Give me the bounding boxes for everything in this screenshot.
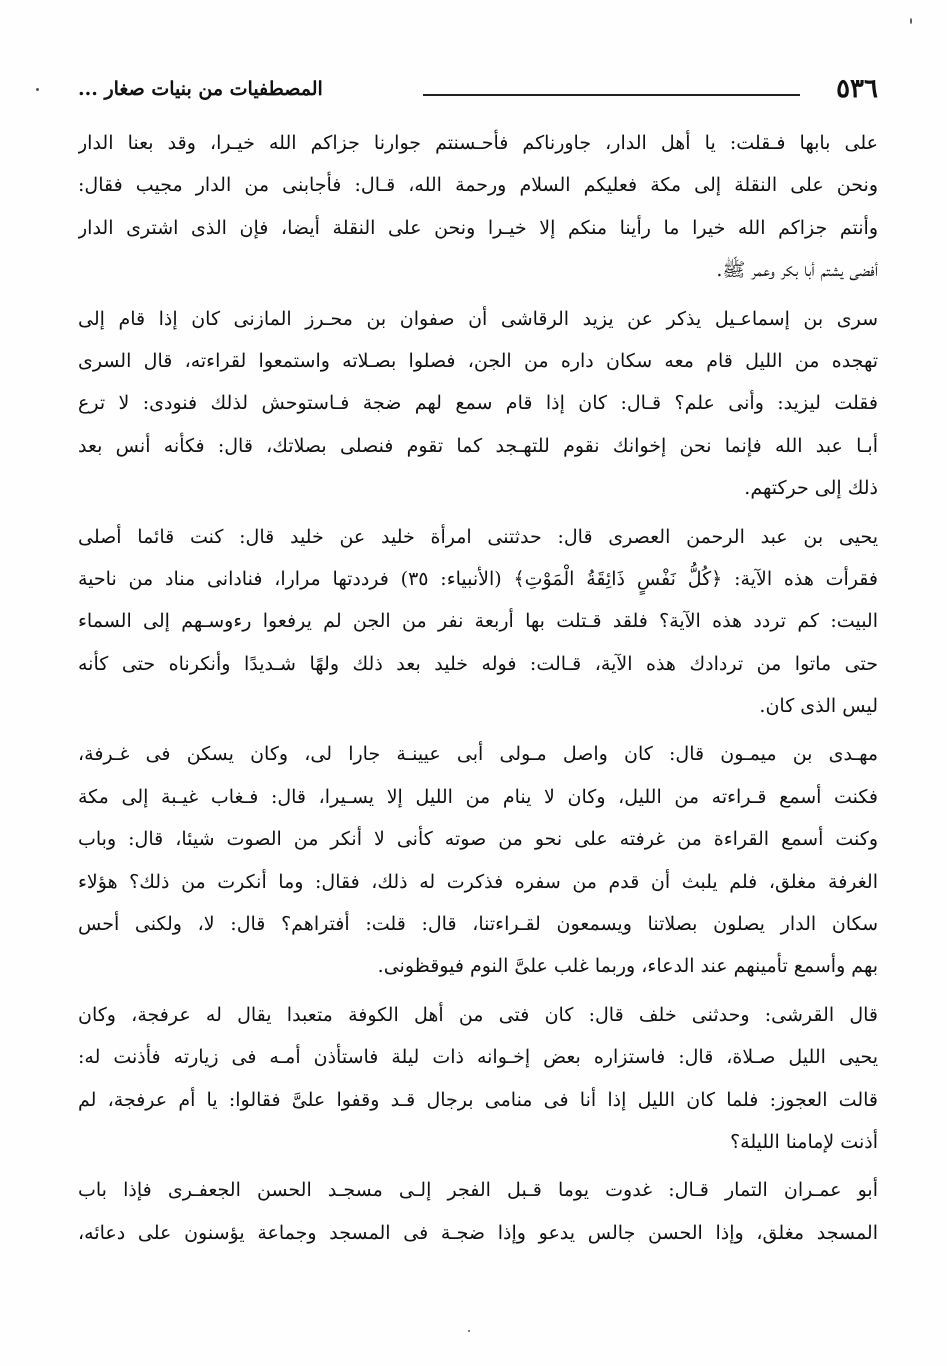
text-line: ليس الذى كان.	[759, 695, 878, 718]
text-line: أبـا عبد الله فإنما نحن إخوانك نقوم للتهـجد كما تقوم فنصلى بصلاتك، قال: فكأنه أنس بعد	[78, 434, 878, 457]
text-line: وكنت أسمع القراءة من غرفته على نحو من صوته كأنى لا أنكر من الصوت شيئا، قال: وباب	[78, 828, 878, 851]
text-line: فكنت أسمع قـراءته من الليل، وكان لا ينام من الليل إلا يسـيرا، قال: فـغاب غيـبة إلى مكة	[78, 785, 878, 808]
page-body	[78, 122, 878, 1254]
text-line: يحيى الليل صـلاة، قال: فاستزاره بعض إخـوانه ذات ليلة فاستأذن أمـه فى زيارته فأذنت له:	[78, 1046, 878, 1069]
scan-speck	[468, 1330, 470, 1332]
text-line: يحيى بن عبد الرحمن العصرى قال: حدثتنى امرأة خليد عن خليد قال: كنت قائما أصلى	[78, 525, 878, 548]
paragraph	[78, 298, 878, 510]
text-line: الغرفة مغلق، فلم يلبث أن قدم من سفره فذكرت له ذلك، فقال: وما أنكرت من ذلك؟ هؤلاء	[78, 870, 878, 893]
text-line: ذلك إلى حركتهم.	[744, 477, 878, 500]
text-line: سرى بن إسماعـيل يذكر عن يزيد الرقاشى أن صفوان بن محـرز المازنى كان إذا قام إلى	[78, 307, 878, 330]
running-title: المصطفيات من بنيات صغار ...	[78, 78, 323, 100]
paragraph	[78, 516, 878, 728]
text-line: قالت العجوز: فلما كان الليل إذا أنا فى منامى برجال قـد وقفوا علىَّ فقالوا: يا أم عرفجة، لم	[78, 1088, 878, 1111]
text-line: مهـدى بن ميمـون قال: كان واصل مـولى أبى عيينـة جارا لى، وكان يسكن فى غـرفة،	[78, 743, 878, 766]
text-line: بهم وأسمع تأمينهم عند الدعاء، وربما غلب علىَّ النوم فيوقظونى.	[377, 955, 878, 978]
text-line: فقرأت هذه الآية: ﴿كُلُّ نَفْسٍ ذَائِقَةُ الْمَوْتِ﴾ (الأنبياء: ٣٥) فرددتها مرارا، فنادانى مناد من ناحية	[78, 567, 878, 590]
text-line: أفضى يشتم أبا بكر وعمر ﷺ.	[716, 259, 878, 282]
text-line: تهجده من الليل قام معه سكان داره من الجن، فصلوا بصـلاته واستمعوا لقراءته، قال السرى	[78, 349, 878, 372]
page-header	[78, 70, 878, 110]
text-line: على بابها فـقلت: يا أهل الدار، جاورناكم فأحـسنتم جوارنا جزاكم الله خيـرا، وقد بعنا الدار	[78, 132, 878, 154]
scan-speck	[36, 88, 39, 91]
paragraph	[78, 994, 878, 1164]
page-number: ٥٣٦	[836, 74, 878, 104]
text-line: سكان الدار يصلون بصلاتنا ويسمعون لقـراءتنا، قال: قلت: أفتراهم؟ قال: لا، ولكنى أحس	[78, 913, 878, 936]
text-line: البيت: كم تردد هذه الآية؟ فلقد قـتلت بها أربعة نفر من الجن لم يرفعوا رءوسـهم إلى السماء	[78, 610, 878, 633]
paragraph	[78, 733, 878, 987]
header-rule	[423, 94, 800, 96]
text-line: أبو عمـران التمار قـال: غدوت يوما قـبل الفجر إلـى مسجـد الحسن الجعفـرى فإذا باب	[78, 1179, 878, 1202]
paragraph	[78, 122, 878, 292]
text-line: أذنت لإمامنا الليلة؟	[730, 1130, 878, 1153]
text-line: فقلت ليزيد: وأنى علم؟ قـال: كان إذا قام سمع لهم ضجة فـاستوحش لذلك فنودى: لا ترع	[78, 392, 878, 415]
text-line: حتى ماتوا من تردادك هذه الآية، قـالت: فوله خليد بعد ذلك ولهًا شـديدًا وأنكرناه حتى كأنه	[78, 652, 878, 675]
text-line: وأنتم جزاكم الله خيرا ما رأينا منكم إلا خيـرا ونحن على النقلة أيضا، فإن الذى اشترى الدار	[78, 216, 878, 239]
text-line: قال القرشى: وحدثنى خلف قال: كان فتى من أهل الكوفة متعبدا يقال له عرفجة، وكان	[78, 1003, 878, 1026]
text-line: المسجد مغلق، وإذا الحسن جالس يدعو وإذا ضجـة فى المسجد وجماعة يؤسنون على دعائه،	[78, 1221, 878, 1244]
paragraph	[78, 1169, 878, 1254]
scan-speck	[910, 18, 912, 24]
text-line: ونحن على النقلة إلى مكة فعليكم السلام ورحمة الله، قـال: فأجابنى من الدار مجيب فقال:	[78, 174, 878, 197]
